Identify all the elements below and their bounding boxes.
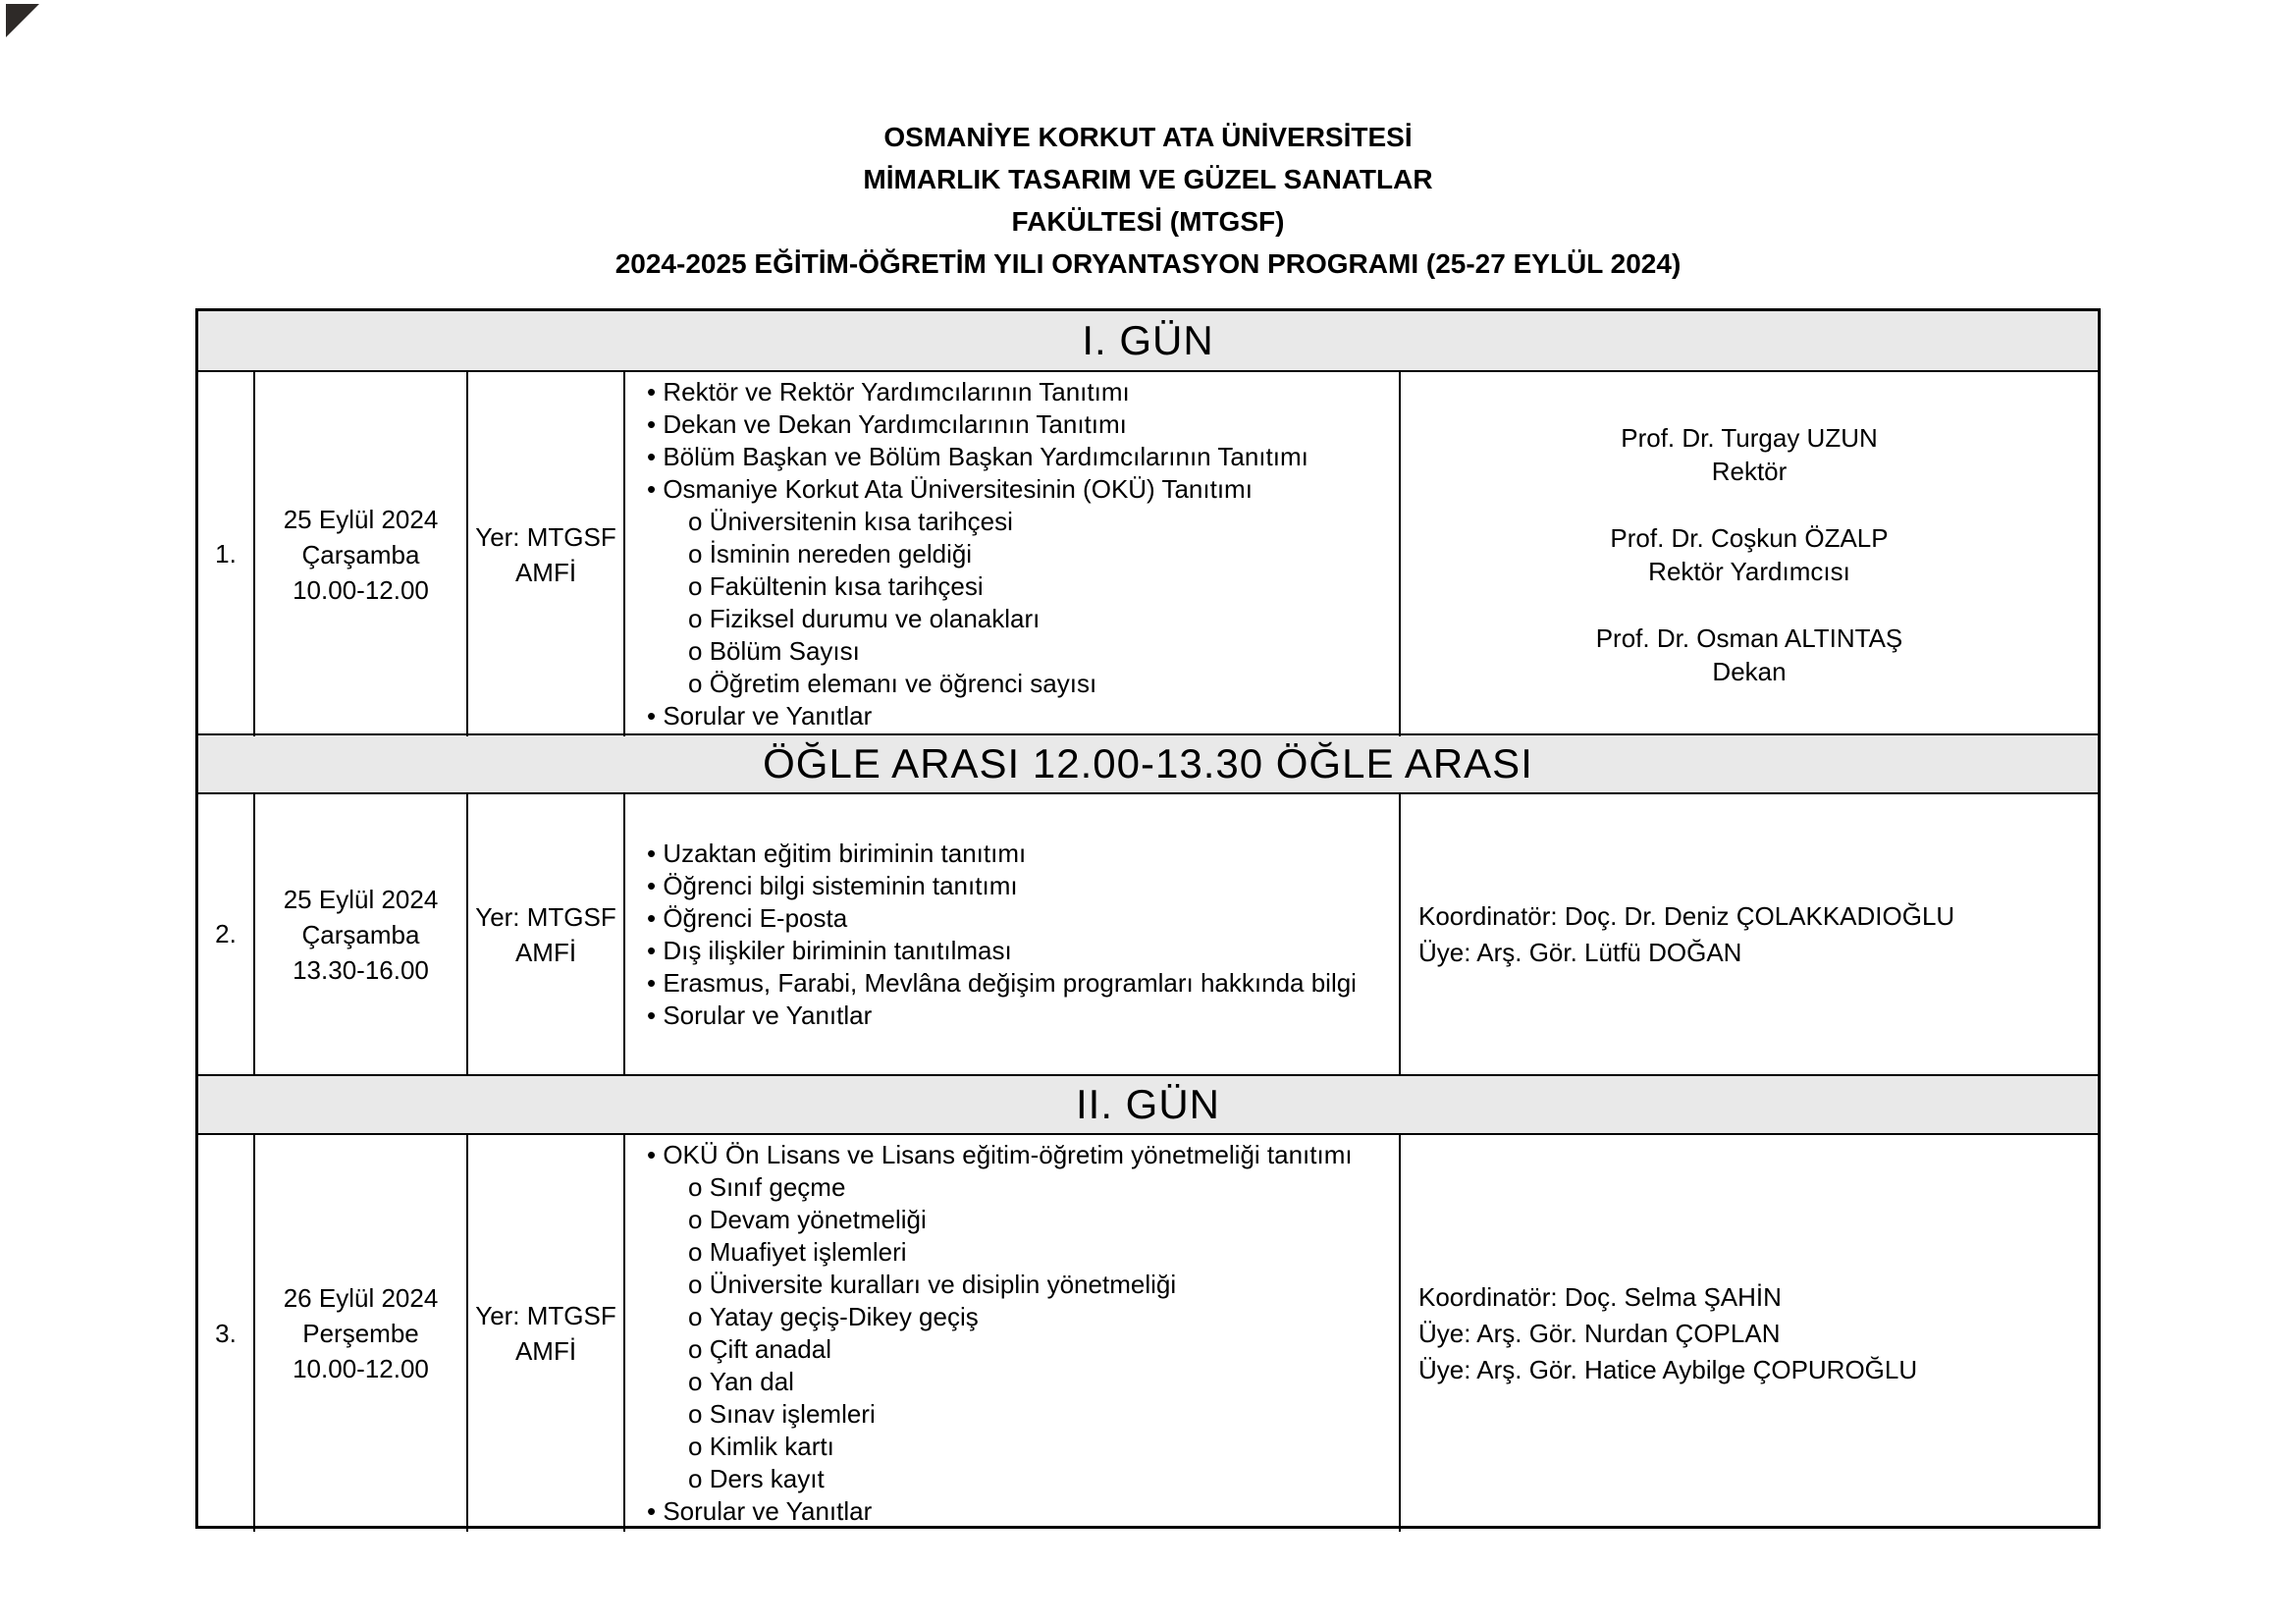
- topics-cell: [625, 794, 1401, 1074]
- person-name: Prof. Dr. Osman ALTINTAŞ: [1595, 623, 1903, 653]
- topics-cell: [625, 372, 1401, 736]
- title-line-4: 2024-2025 EĞİTİM-ÖĞRETİM YILI ORYANTASYON PROGRAMI (25-27 EYLÜL 2024): [614, 248, 1682, 279]
- row-number-cell: 2.: [198, 794, 255, 1074]
- topic-subitem: o Devam yönetmeliği: [635, 1204, 1391, 1236]
- topic-subitem: o Çift anadal: [635, 1333, 1391, 1366]
- date-line: Perşembe: [302, 1319, 419, 1348]
- date-line: 10.00-12.00: [293, 1354, 429, 1383]
- people-line: Üye: Arş. Gör. Nurdan ÇOPLAN: [1418, 1318, 1781, 1348]
- topic-subitem: o Yan dal: [635, 1366, 1391, 1398]
- topic-subitem: o Yatay geçiş-Dikey geçiş: [635, 1301, 1391, 1333]
- location-line: Yer: MTGSF: [475, 1301, 616, 1330]
- location-cell: [468, 372, 625, 736]
- topic-subitem: o Ders kayıt: [635, 1463, 1391, 1495]
- topic-subitem: o İsminin nereden geldiği: [635, 538, 1391, 570]
- person-role: Rektör Yardımcısı: [1648, 556, 1850, 586]
- topic-item: • Osmaniye Korkut Ata Üniversitesinin (OKÜ) Tanıtımı: [635, 473, 1391, 506]
- date-cell: [255, 794, 468, 1074]
- topic-item: • Dekan ve Dekan Yardımcılarının Tanıtımı: [635, 408, 1391, 441]
- topic-item: • Öğrenci E-posta: [635, 902, 1391, 935]
- topic-item: • Sorular ve Yanıtlar: [635, 1000, 1391, 1032]
- section-bar-lunch-break: ÖĞLE ARASI 12.00-13.30 ÖĞLE ARASI: [198, 733, 2098, 794]
- topic-subitem: o Muafiyet işlemleri: [635, 1236, 1391, 1269]
- topic-subitem: o Kimlik kartı: [635, 1431, 1391, 1463]
- topic-item: • Öğrenci bilgi sisteminin tanıtımı: [635, 870, 1391, 902]
- topic-subitem: o Sınıf geçme: [635, 1171, 1391, 1204]
- topic-item: • Uzaktan eğitim biriminin tanıtımı: [635, 838, 1391, 870]
- date-line: 25 Eylül 2024: [283, 884, 439, 914]
- person-name: Prof. Dr. Coşkun ÖZALP: [1610, 522, 1889, 553]
- topic-subitem: o Fakültenin kısa tarihçesi: [635, 570, 1391, 603]
- location-cell: [468, 794, 625, 1074]
- row-number-cell: 3.: [198, 1135, 255, 1532]
- date-line: 13.30-16.00: [293, 954, 429, 985]
- people-cell: [1401, 1135, 2098, 1532]
- date-line: Çarşamba: [301, 919, 420, 949]
- date-line: 26 Eylül 2024: [283, 1283, 439, 1313]
- location-cell: [468, 1135, 625, 1532]
- topic-item: • Erasmus, Farabi, Mevlâna değişim programları hakkında bilgi: [635, 967, 1391, 1000]
- date-line: Çarşamba: [301, 539, 420, 569]
- topic-subitem: o Üniversite kuralları ve disiplin yönetmeliği: [635, 1269, 1391, 1301]
- topic-item: • Dış ilişkiler biriminin tanıtılması: [635, 935, 1391, 967]
- location-line: Yer: MTGSF: [475, 901, 616, 932]
- date-cell: [255, 1135, 468, 1532]
- topic-subitem: o Fiziksel durumu ve olanakları: [635, 603, 1391, 635]
- location-line: AMFİ: [514, 937, 577, 967]
- title-line-3: FAKÜLTESİ (MTGSF): [1011, 206, 1285, 237]
- schedule-row-2: [198, 794, 2098, 1074]
- topic-subitem: o Öğretim elemanı ve öğrenci sayısı: [635, 668, 1391, 700]
- people-line: Koordinatör: Doç. Selma ŞAHİN: [1418, 1281, 1782, 1312]
- people-line: Üye: Arş. Gör. Hatice Aybilge ÇOPUROĞLU: [1418, 1354, 1918, 1384]
- people-cell: [1401, 794, 2098, 1074]
- title-line-1: OSMANİYE KORKUT ATA ÜNİVERSİTESİ: [883, 122, 1413, 152]
- title-line-2: MİMARLIK TASARIM VE GÜZEL SANATLAR: [863, 164, 1433, 194]
- location-line: Yer: MTGSF: [475, 521, 616, 552]
- section-bar-day2: II. GÜN: [198, 1074, 2098, 1135]
- location-line: AMFİ: [514, 1336, 577, 1366]
- date-cell: [255, 372, 468, 736]
- topic-item: • OKÜ Ön Lisans ve Lisans eğitim-öğretim yönetmeliği tanıtımı: [635, 1139, 1391, 1171]
- people-cell: [1401, 372, 2098, 736]
- topic-item: • Sorular ve Yanıtlar: [635, 1495, 1391, 1528]
- topic-item: • Sorular ve Yanıtlar: [635, 700, 1391, 732]
- people-line: Üye: Arş. Gör. Lütfü DOĞAN: [1418, 937, 1742, 967]
- schedule-row-1: [198, 372, 2098, 733]
- person-role: Rektör: [1711, 456, 1788, 486]
- topic-subitem: o Bölüm Sayısı: [635, 635, 1391, 668]
- topic-item: • Rektör ve Rektör Yardımcılarının Tanıtımı: [635, 376, 1391, 408]
- date-line: 10.00-12.00: [293, 574, 429, 605]
- topic-item: • Bölüm Başkan ve Bölüm Başkan Yardımcılarının Tanıtımı: [635, 441, 1391, 473]
- location-line: AMFİ: [514, 557, 577, 587]
- date-line: 25 Eylül 2024: [283, 504, 439, 534]
- section-bar-day1: I. GÜN: [198, 311, 2098, 372]
- page-corner-artifact: [6, 4, 39, 37]
- topic-subitem: o Üniversitenin kısa tarihçesi: [635, 506, 1391, 538]
- people-line: Koordinatör: Doç. Dr. Deniz ÇOLAKKADIOĞLU: [1418, 900, 1955, 931]
- schedule-row-3: [198, 1135, 2098, 1526]
- document-title: [0, 116, 2296, 285]
- person-role: Dekan: [1712, 656, 1787, 686]
- topics-cell: [625, 1135, 1401, 1532]
- topic-subitem: o Sınav işlemleri: [635, 1398, 1391, 1431]
- schedule-table: [195, 308, 2101, 1529]
- person-name: Prof. Dr. Turgay UZUN: [1621, 422, 1878, 453]
- row-number-cell: 1.: [198, 372, 255, 736]
